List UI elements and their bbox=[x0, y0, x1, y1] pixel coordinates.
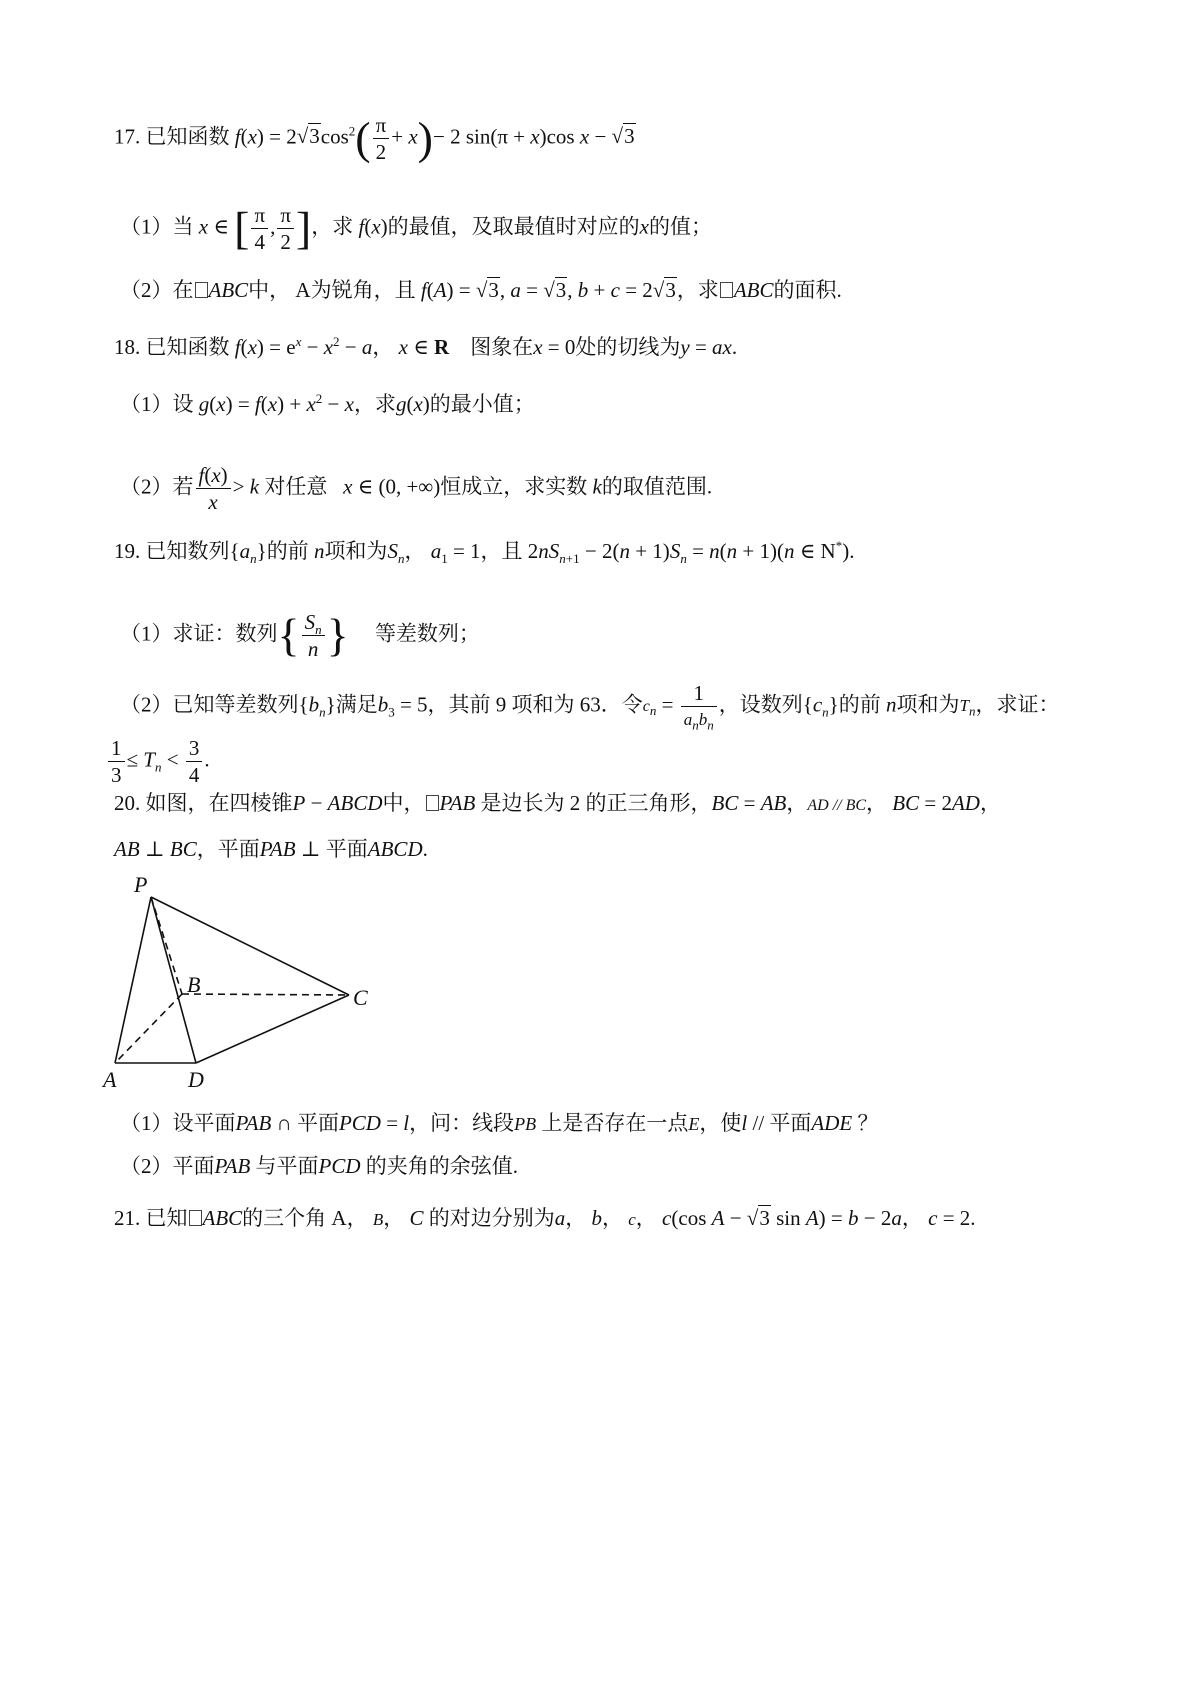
problem-number: 18. bbox=[114, 335, 141, 359]
problem-20-part-2: （2）平面PAB 与平面PCD 的夹角的余弦值. bbox=[120, 1154, 519, 1178]
edge-PC bbox=[151, 897, 349, 995]
vertex-label-B: B bbox=[187, 972, 201, 997]
problem-number: 21. bbox=[114, 1206, 141, 1230]
pyramid-figure bbox=[100, 870, 430, 1100]
problem-18-part-2: （2）若 $\frac{f(x)}{x}$ > k 对任意 x ∈ (0, +∞)恒成立，求实数 k的取值范围. bbox=[120, 463, 713, 514]
edge-PA bbox=[115, 897, 151, 1063]
vertex-label-C: C bbox=[353, 985, 368, 1010]
problem-21-stem: 21. 已知 ABC的三个角 A， B， C 的对边分别为a， b， c， c(cos A − √3 sin A) = b − 2a， c = 2. bbox=[114, 1206, 976, 1230]
problem-17-part-2: （2）在 ABC中， A为锐角，且 f(A) = √3, a = √3, b + c = 2√3，求 ABC的面积. bbox=[120, 278, 842, 302]
edge-AB-hidden bbox=[115, 994, 182, 1063]
problem-17-stem: 17. 已知函数 $f(x) = 2√3\cos^2$( $\frac{\pi}{2}$ + x)− 2 sin(π + x)cos x − √3 bbox=[114, 112, 635, 164]
problem-20-stem-cont: AB ⊥ BC，平面PAB ⊥ 平面ABCD. bbox=[114, 837, 428, 861]
problem-number: 19. bbox=[114, 539, 141, 563]
problem-number: 20. bbox=[114, 791, 141, 815]
problem-17-part-1: （1）当 x ∈ [ $\frac{\pi}{4}$ , $\frac{\pi}{2}$ ]，求 f(x)的最值，及取最值时对应的x的值； bbox=[120, 202, 712, 254]
problem-number: 17. bbox=[114, 124, 141, 149]
edge-BC-hidden bbox=[182, 994, 349, 995]
edge-DC bbox=[196, 995, 349, 1063]
problem-19-part-2-cont: $\frac{1}{3}$ ≤ $T_n$ < $\frac{3}{4}$ . bbox=[114, 735, 210, 788]
problem-20-stem: 20. 如图，在四棱锥P − ABCD中， PAB 是边长为 2 的正三角形，BC = AB，AD // BC， BC = 2AD， bbox=[114, 791, 1001, 815]
vertex-label-P: P bbox=[134, 872, 148, 897]
problem-18-part-1: （1）设 $g(x) = f(x) + x^2 - x$，求g(x)的最小值； bbox=[120, 391, 535, 416]
problem-20-part-1: （1）设平面PAB ∩ 平面PCD = l，问：线段PB 上是否存在一点E，使l // 平面ADE ？ bbox=[120, 1111, 879, 1135]
vertex-label-A: A bbox=[103, 1067, 117, 1092]
edge-PB-hidden bbox=[151, 897, 182, 994]
vertex-label-D: D bbox=[188, 1067, 204, 1092]
problem-19-stem: 19. 已知数列$\{a_n\}$的前 n项和为$S_n$， $a_1 = 1$，且 $2nS_{n+1} - 2(n + 1)S_n = n(n + 1)(n$ ∈ N*). bbox=[114, 538, 855, 567]
problem-19-part-1: （1）求证：数列{ $\frac{S_n}{n}$ } 等差数列； bbox=[120, 609, 480, 661]
problem-18-stem: 18. 已知函数 $f(x) = e^x - x^2 - a$， x ∈ R 图象在x = 0处的切线为y = ax. bbox=[114, 334, 738, 359]
problem-19-part-2: （2）已知等差数列$\{b_n\}$满足$b_3 = 5$，其前 9 项和为 63．令$c_n$ = $\frac{1}{a_nb_n}$ ，设数列$\{c_n\}$的前 n项和为$T_n$，求证： bbox=[120, 681, 1060, 733]
